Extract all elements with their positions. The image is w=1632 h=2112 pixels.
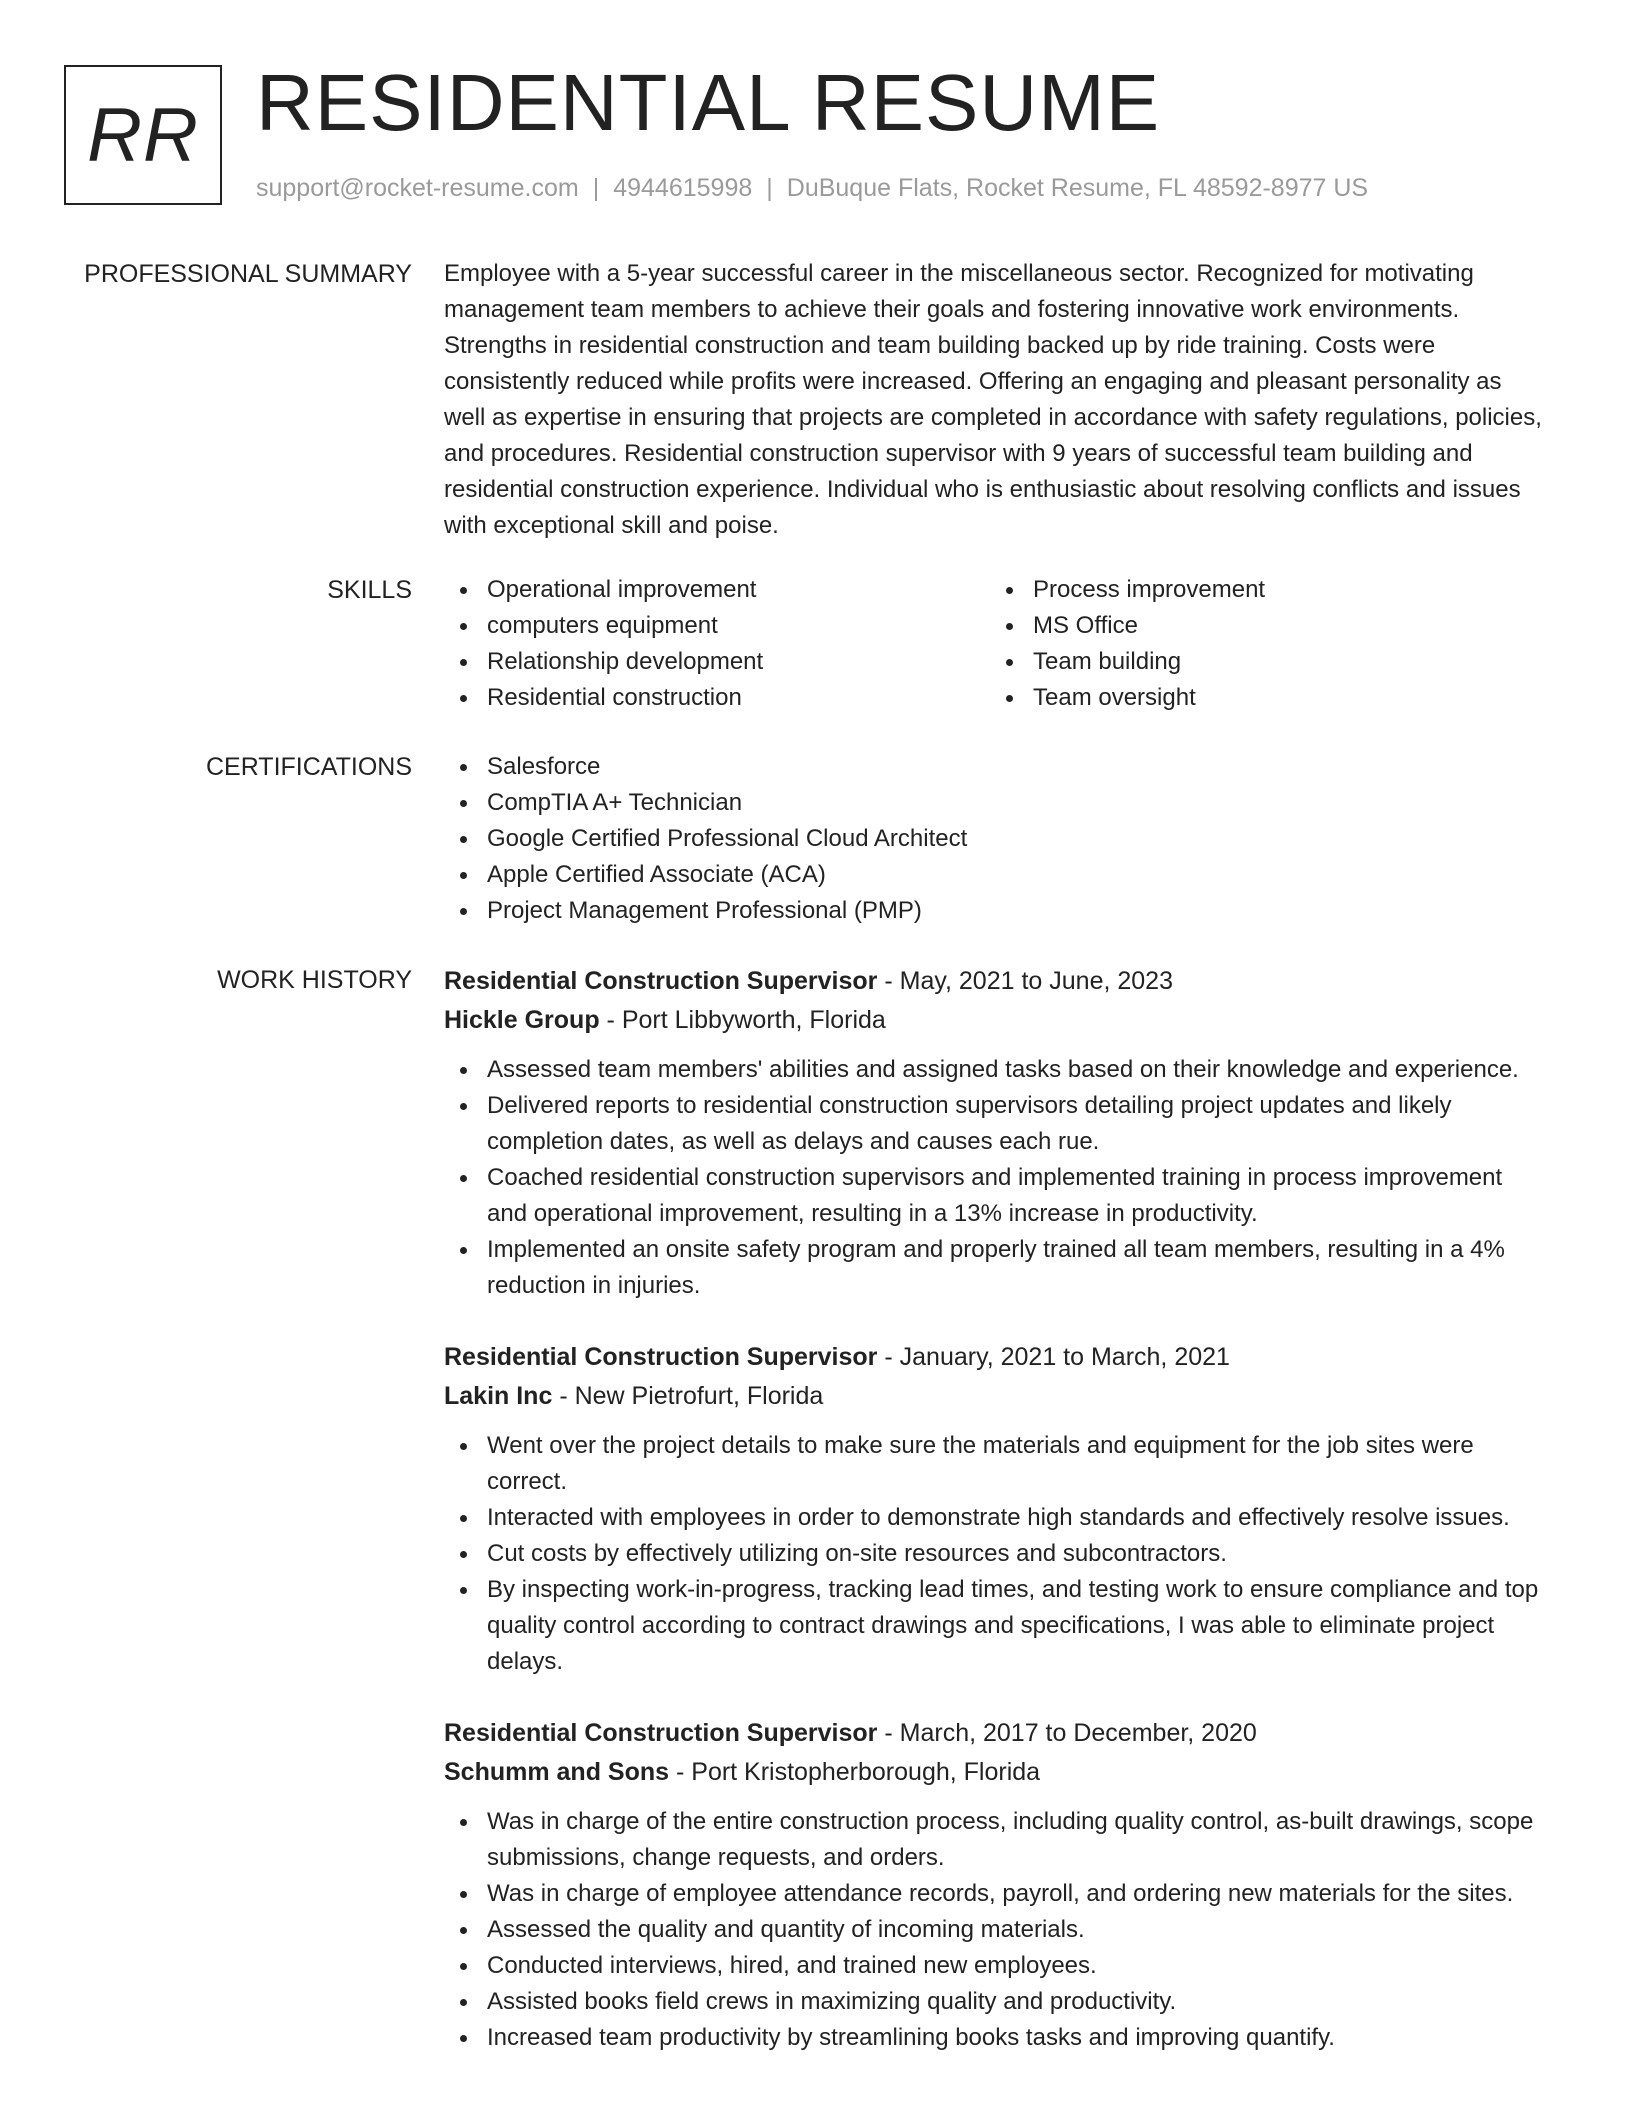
skills-left-list bbox=[444, 572, 990, 716]
list-item: Salesforce bbox=[444, 749, 1548, 785]
job-title-line: Residential Construction Supervisor - May, 2021 to June, 2023 bbox=[444, 967, 1173, 995]
list-item: Team oversight bbox=[990, 680, 1536, 716]
list-item: Google Certified Professional Cloud Architect bbox=[444, 821, 1548, 857]
resume-name: RESIDENTIAL RESUME bbox=[256, 58, 1161, 147]
contact-separator: | bbox=[766, 174, 773, 202]
job-company-line: Lakin Inc - New Pietrofurt, Florida bbox=[444, 1382, 824, 1410]
monogram-logo: RR bbox=[64, 65, 222, 205]
section-title: CERTIFICATIONS bbox=[205, 753, 412, 781]
job-location: Port Kristopherborough, Florida bbox=[691, 1758, 1041, 1786]
list-item: Relationship development bbox=[444, 644, 990, 680]
list-item: Cut costs by effectively utilizing on-site resources and subcontractors. bbox=[444, 1536, 1548, 1572]
list-item: Assessed team members' abilities and assigned tasks based on their knowledge and experience. bbox=[444, 1052, 1548, 1088]
list-item: Conducted interviews, hired, and trained new employees. bbox=[444, 1948, 1548, 1984]
job-company: Schumm and Sons bbox=[444, 1758, 670, 1786]
list-item: Coached residential construction supervisors and implemented training in process improvement and operational improvement, resulting in a 13% increase in productivity. bbox=[444, 1160, 1548, 1232]
section-title: PROFESSIONAL SUMMARY bbox=[84, 260, 412, 288]
list-item: MS Office bbox=[990, 608, 1536, 644]
list-item: Assessed the quality and quantity of incoming materials. bbox=[444, 1912, 1548, 1948]
summary-text: Employee with a 5-year successful career in the miscellaneous sector. Recognized for motivating management team members to achieve their goals and fostering innovative work environments. Strengths in residential construction and team building backed up by ride training. Costs were consistently reduced while profits were increased. Offering an engaging and pleasant personality as well as expertise in ensuring that projects are completed in accordance with safety regulations, policies, and procedures. Residential construction supervisor with 9 years of successful team building and residential construction experience. Individual who is enthusiastic about resolving conflicts and issues with exceptional skill and poise. bbox=[444, 260, 1542, 539]
section-body bbox=[444, 256, 1548, 544]
job-dates: March, 2017 to December, 2020 bbox=[899, 1719, 1257, 1747]
job-location: New Pietrofurt, Florida bbox=[574, 1382, 824, 1410]
job-bullets bbox=[444, 1804, 1548, 2056]
list-item: Apple Certified Associate (ACA) bbox=[444, 857, 1548, 893]
contact-email: support@rocket-resume.com bbox=[256, 174, 579, 202]
certifications-list bbox=[444, 749, 1548, 929]
job-role: Residential Construction Supervisor bbox=[444, 1719, 878, 1747]
list-item: Operational improvement bbox=[444, 572, 990, 608]
job-role: Residential Construction Supervisor bbox=[444, 1343, 878, 1371]
skills-columns bbox=[444, 572, 1548, 716]
contact-phone: 4944615998 bbox=[613, 174, 753, 202]
list-item: Assisted books field crews in maximizing quality and productivity. bbox=[444, 1984, 1548, 2020]
job-title-line: Residential Construction Supervisor - January, 2021 to March, 2021 bbox=[444, 1343, 1230, 1371]
work-history-body bbox=[444, 962, 1548, 2090]
list-item: Was in charge of employee attendance records, payroll, and ordering new materials for the sites. bbox=[444, 1876, 1548, 1912]
list-item: Interacted with employees in order to demonstrate high standards and effectively resolve issues. bbox=[444, 1500, 1548, 1536]
contact-line bbox=[256, 172, 1368, 205]
list-item: Project Management Professional (PMP) bbox=[444, 893, 1548, 929]
list-item: Residential construction bbox=[444, 680, 990, 716]
list-item: Was in charge of the entire construction process, including quality control, as-built drawings, scope submissions, change requests, and orders. bbox=[444, 1804, 1548, 1876]
job-dates: January, 2021 to March, 2021 bbox=[899, 1343, 1230, 1371]
list-item: Implemented an onsite safety program and properly trained all team members, resulting in a 4% reduction in injuries. bbox=[444, 1232, 1548, 1304]
job-entry bbox=[444, 1714, 1548, 2056]
job-title-line: Residential Construction Supervisor - March, 2017 to December, 2020 bbox=[444, 1719, 1257, 1747]
job-company: Hickle Group bbox=[444, 1006, 600, 1034]
list-item: CompTIA A+ Technician bbox=[444, 785, 1548, 821]
list-item: Team building bbox=[990, 644, 1536, 680]
section-title: WORK HISTORY bbox=[217, 966, 412, 994]
job-location: Port Libbyworth, Florida bbox=[621, 1006, 886, 1034]
list-item: Went over the project details to make sure the materials and equipment for the job sites were correct. bbox=[444, 1428, 1548, 1500]
contact-separator: | bbox=[592, 174, 600, 202]
job-entry bbox=[444, 962, 1548, 1304]
job-role: Residential Construction Supervisor bbox=[444, 967, 878, 995]
list-item: Delivered reports to residential construction supervisors detailing project updates and likely completion dates, as well as delays and causes each rue. bbox=[444, 1088, 1548, 1160]
job-dates: May, 2021 to June, 2023 bbox=[899, 967, 1173, 995]
contact-address: DuBuque Flats, Rocket Resume, FL 48592-8977 US bbox=[786, 174, 1369, 202]
list-item: computers equipment bbox=[444, 608, 990, 644]
skills-right-list bbox=[990, 572, 1536, 716]
list-item: Increased team productivity by streamlining books tasks and improving quantify. bbox=[444, 2020, 1548, 2056]
job-entry bbox=[444, 1338, 1548, 1680]
job-bullets bbox=[444, 1052, 1548, 1304]
list-item: Process improvement bbox=[990, 572, 1536, 608]
job-bullets bbox=[444, 1428, 1548, 1680]
section-title: SKILLS bbox=[327, 576, 412, 604]
job-company: Lakin Inc bbox=[444, 1382, 553, 1410]
job-company-line: Hickle Group - Port Libbyworth, Florida bbox=[444, 1006, 886, 1034]
job-company-line: Schumm and Sons - Port Kristopherborough, Florida bbox=[444, 1758, 1041, 1786]
section-body bbox=[444, 749, 1548, 929]
list-item: By inspecting work-in-progress, tracking lead times, and testing work to ensure compliance and top quality control according to contract drawings and specifications, I was able to eliminate project delays. bbox=[444, 1572, 1548, 1680]
